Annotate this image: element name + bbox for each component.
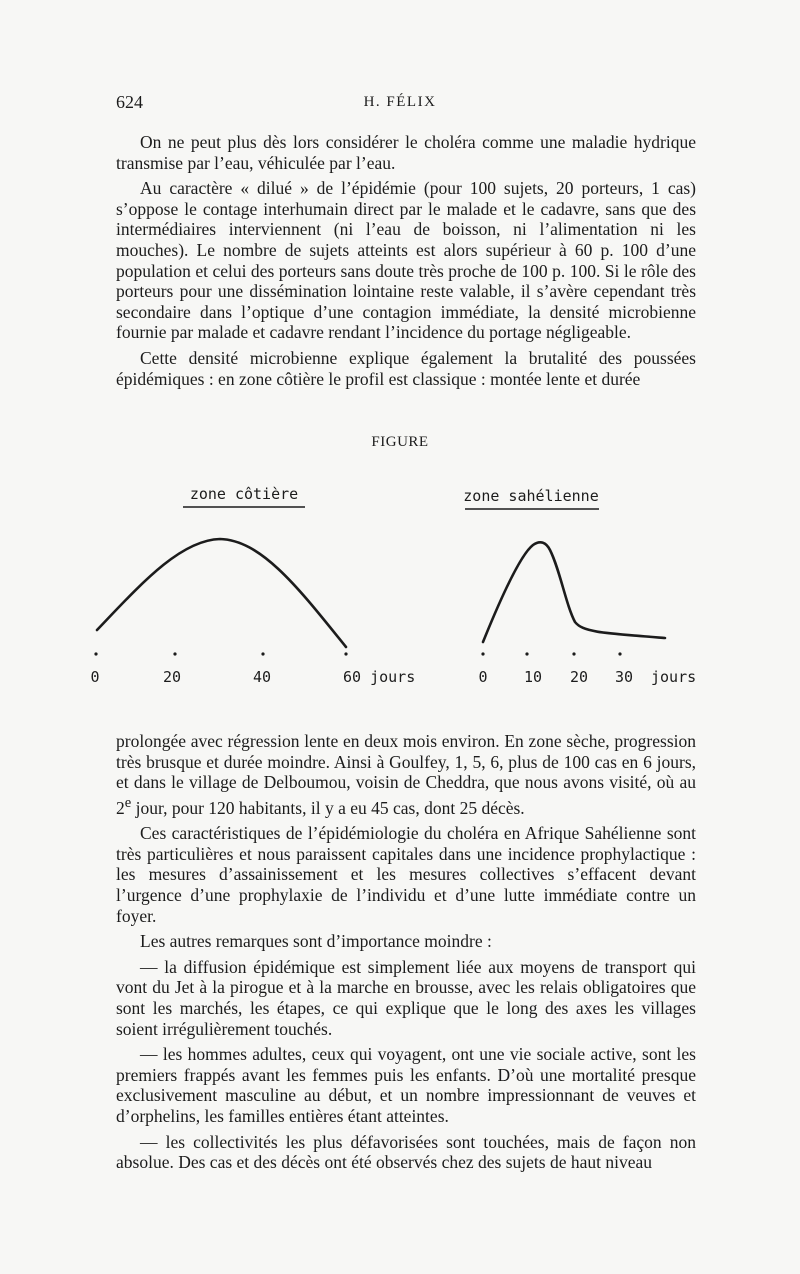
tick-label: 60 jours bbox=[343, 668, 416, 686]
tick-dot bbox=[618, 652, 621, 655]
paragraph bbox=[116, 731, 696, 818]
paragraph-text: prolongée avec régression lente en deux mois environ. En zone sèche, progression très brusque et durée moindre. Ainsi à Goulfey, 1, 5, 6, plus de 100 cas en 6 jours, et dans le village de Delboumou, voisin de Cheddra, que nous avons visité, où au 2 bbox=[116, 731, 696, 818]
left-panel bbox=[90, 485, 415, 686]
tick-dot bbox=[525, 652, 528, 655]
paragraph: Les autres remarques sont d’importance moindre : bbox=[140, 931, 492, 952]
left-panel-label: zone côtière bbox=[189, 485, 299, 503]
tick-label: 40 bbox=[252, 668, 272, 686]
tick-dot bbox=[572, 652, 575, 655]
tick-label: 10 bbox=[523, 668, 543, 686]
tick-label: 0 bbox=[90, 668, 100, 686]
tick-dot bbox=[94, 652, 97, 655]
paragraph-text: jour, pour 120 habitants, il y a eu 45 cas, dont 25 décès. bbox=[131, 797, 525, 818]
tick-dot bbox=[344, 652, 347, 655]
body-text-bottom bbox=[116, 731, 696, 1178]
figure-epidemic-curves bbox=[0, 470, 800, 710]
paragraph: — la diffusion épidémique est simplement liée aux moyens de transport qui vont du Jet à la pirogue et à la marche en brousse, avec les relais obligatoires que sont les marchés, les étapes, ce qui explique que le long des axes les villages soient irrégulièrement touchés. bbox=[116, 956, 696, 1039]
running-title: H. FÉLIX bbox=[363, 94, 437, 110]
sahelian-curve bbox=[483, 542, 665, 642]
tick-dot bbox=[481, 652, 484, 655]
tick-dot bbox=[173, 652, 176, 655]
tick-label: 0 bbox=[478, 668, 488, 686]
tick-label: 20 bbox=[162, 668, 182, 686]
body-text-top bbox=[116, 132, 696, 394]
right-panel-label: zone sahélienne bbox=[463, 487, 599, 505]
tick-label: 20 bbox=[569, 668, 589, 686]
coastal-curve bbox=[97, 539, 346, 647]
right-panel bbox=[463, 487, 696, 686]
paragraph: Au caractère « dilué » de l’épidémie (pour 100 sujets, 20 porteurs, 1 cas) s’oppose le contage interhumain direct par le malade et le cadavre, sans que des intermédiaires interviennent (ni l’eau de boisson, ni l’alimentation ni les mouches). Le nombre de sujets atteints est alors supérieur à 60 p. 100 d’une population et celui des porteurs sans doute très proche de 100 p. 100. Si le rôle des porteurs pour une dissémination lointaine reste valable, il s’avère cependant très secondaire dans l’optique d’une contagion immédiate, la densité microbienne fournie par malade et cadavre rendant l’incidence du portage négligeable. bbox=[116, 178, 696, 343]
paragraph: — les hommes adultes, ceux qui voyagent, ont une vie sociale active, sont les premiers frappés avant les femmes puis les enfants. D’où une mortalité presque exclusivement masculine au début, et un nombre impressionnant de veuves et d’orphelins, les familles entières étant atteintes. bbox=[116, 1044, 696, 1126]
superscript: e bbox=[124, 794, 132, 811]
tick-label: jours bbox=[651, 668, 697, 686]
paragraph: On ne peut plus dès lors considérer le choléra comme une maladie hydrique transmise par l’eau, véhiculée par l’eau. bbox=[116, 132, 696, 173]
figure-title: FIGURE bbox=[371, 434, 429, 450]
paragraph: Cette densité microbienne explique également la brutalité des poussées épidémiques : en zone côtière le profil est classique : montée lente et durée bbox=[116, 347, 696, 389]
tick-dot bbox=[261, 652, 264, 655]
tick-label: 30 bbox=[614, 668, 634, 686]
paragraph: — les collectivités les plus défavorisées sont touchées, mais de façon non absolue. Des cas et des décès ont été observés chez des sujets de haut niveau bbox=[116, 1131, 696, 1173]
paragraph: Ces caractéristiques de l’épidémiologie du choléra en Afrique Sahélienne sont très particulières et nous paraissent capitales dans une incidence prophylactique : les mesures d’assainissement et les mesures collectives s’effacent devant l’urgence d’une prophylaxie de l’individu et d’une lutte immédiate contre un foyer. bbox=[116, 823, 696, 926]
page-number: 624 bbox=[116, 92, 143, 112]
